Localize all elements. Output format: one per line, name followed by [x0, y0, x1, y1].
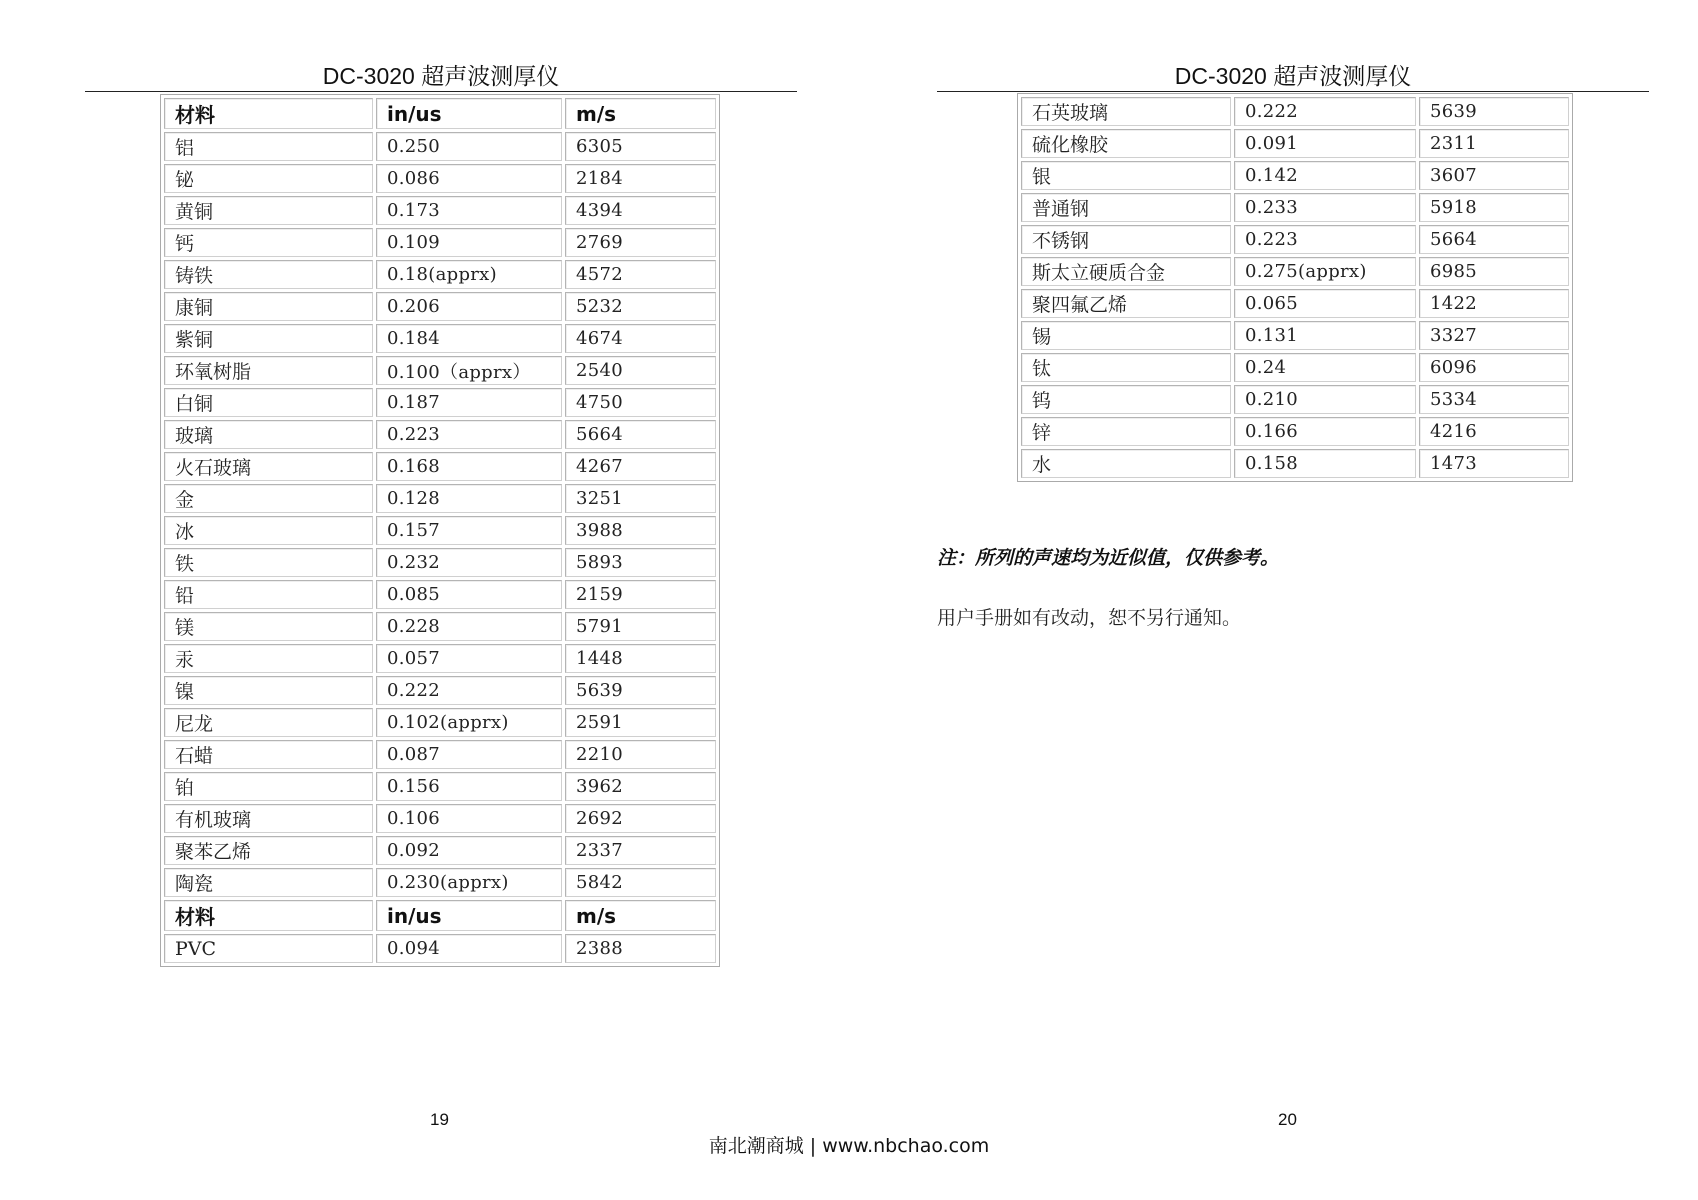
in-per-us-cell: 0.222	[376, 676, 562, 705]
table-row	[164, 612, 716, 641]
m-per-s-cell: 4267	[565, 452, 716, 481]
material-cell: 水	[1021, 449, 1231, 478]
m-per-s-cell: 5893	[565, 548, 716, 577]
column-header: m/s	[565, 98, 716, 129]
material-cell: 环氧树脂	[164, 356, 373, 385]
in-per-us-cell: 0.275(apprx)	[1234, 257, 1416, 286]
table-row	[164, 196, 716, 225]
header-rule	[85, 91, 797, 92]
table-row	[1021, 161, 1569, 190]
in-per-us-cell: 0.091	[1234, 129, 1416, 158]
change-notice: 用户手册如有改动，恕不另行通知。	[937, 607, 1242, 629]
m-per-s-cell: 5639	[565, 676, 716, 705]
m-per-s-cell: 4750	[565, 388, 716, 417]
table-row	[164, 356, 716, 385]
material-cell: 聚苯乙烯	[164, 836, 373, 865]
in-per-us-cell: 0.085	[376, 580, 562, 609]
column-header: m/s	[565, 900, 716, 931]
material-cell: 玻璃	[164, 420, 373, 449]
column-header: 材料	[164, 900, 373, 931]
material-cell: 火石玻璃	[164, 452, 373, 481]
table-row	[1021, 129, 1569, 158]
in-per-us-cell: 0.206	[376, 292, 562, 321]
m-per-s-cell: 3607	[1419, 161, 1569, 190]
material-cell: 铂	[164, 772, 373, 801]
in-per-us-cell: 0.173	[376, 196, 562, 225]
m-per-s-cell: 4216	[1419, 417, 1569, 446]
material-cell: 硫化橡胶	[1021, 129, 1231, 158]
table-row	[1021, 449, 1569, 478]
table-row	[1021, 321, 1569, 350]
material-cell: 紫铜	[164, 324, 373, 353]
table-row	[1021, 353, 1569, 382]
table-row	[164, 228, 716, 257]
table-row	[164, 740, 716, 769]
material-cell: 铋	[164, 164, 373, 193]
in-per-us-cell: 0.184	[376, 324, 562, 353]
material-cell: 斯太立硬质合金	[1021, 257, 1231, 286]
in-per-us-cell: 0.156	[376, 772, 562, 801]
m-per-s-cell: 5791	[565, 612, 716, 641]
table-row	[164, 452, 716, 481]
in-per-us-cell: 0.158	[1234, 449, 1416, 478]
header-rule	[937, 91, 1649, 92]
in-per-us-cell: 0.086	[376, 164, 562, 193]
page-20	[849, 0, 1698, 1200]
m-per-s-cell: 2337	[565, 836, 716, 865]
material-cell: 金	[164, 484, 373, 513]
m-per-s-cell: 5232	[565, 292, 716, 321]
material-cell: 汞	[164, 644, 373, 673]
in-per-us-cell: 0.157	[376, 516, 562, 545]
material-cell: 锡	[1021, 321, 1231, 350]
page-header: DC-3020 超声波测厚仪	[1174, 63, 1412, 89]
sound-velocity-table	[160, 94, 720, 967]
m-per-s-cell: 5639	[1419, 97, 1569, 126]
m-per-s-cell: 1473	[1419, 449, 1569, 478]
velocity-note: 注：所列的声速均为近似值，仅供参考。	[937, 547, 1280, 569]
material-cell: 石蜡	[164, 740, 373, 769]
table-row	[164, 676, 716, 705]
table-row	[164, 934, 716, 963]
material-cell: PVC	[164, 934, 373, 963]
material-cell: 钛	[1021, 353, 1231, 382]
in-per-us-cell: 0.102(apprx)	[376, 708, 562, 737]
in-per-us-cell: 0.131	[1234, 321, 1416, 350]
m-per-s-cell: 3251	[565, 484, 716, 513]
site-footer: 南北潮商城 | www.nbchao.com	[708, 1135, 990, 1157]
m-per-s-cell: 4572	[565, 260, 716, 289]
column-header: in/us	[376, 900, 562, 931]
m-per-s-cell: 1448	[565, 644, 716, 673]
table-row	[164, 804, 716, 833]
in-per-us-cell: 0.222	[1234, 97, 1416, 126]
table-row	[164, 420, 716, 449]
material-cell: 锌	[1021, 417, 1231, 446]
page-number: 19	[430, 1110, 449, 1129]
table-row	[1021, 225, 1569, 254]
page-header: DC-3020 超声波测厚仪	[322, 63, 560, 89]
m-per-s-cell: 2210	[565, 740, 716, 769]
m-per-s-cell: 6305	[565, 132, 716, 161]
m-per-s-cell: 2184	[565, 164, 716, 193]
table-row	[164, 164, 716, 193]
material-cell: 尼龙	[164, 708, 373, 737]
in-per-us-cell: 0.24	[1234, 353, 1416, 382]
in-per-us-cell: 0.166	[1234, 417, 1416, 446]
in-per-us-cell: 0.223	[376, 420, 562, 449]
material-cell: 冰	[164, 516, 373, 545]
table-row	[1021, 193, 1569, 222]
m-per-s-cell: 4394	[565, 196, 716, 225]
table-row	[164, 516, 716, 545]
column-header: in/us	[376, 98, 562, 129]
in-per-us-cell: 0.232	[376, 548, 562, 577]
material-cell: 钨	[1021, 385, 1231, 414]
in-per-us-cell: 0.233	[1234, 193, 1416, 222]
m-per-s-cell: 5918	[1419, 193, 1569, 222]
in-per-us-cell: 0.094	[376, 934, 562, 963]
material-cell: 铁	[164, 548, 373, 577]
material-cell: 镁	[164, 612, 373, 641]
in-per-us-cell: 0.057	[376, 644, 562, 673]
in-per-us-cell: 0.228	[376, 612, 562, 641]
m-per-s-cell: 2311	[1419, 129, 1569, 158]
m-per-s-cell: 2692	[565, 804, 716, 833]
in-per-us-cell: 0.250	[376, 132, 562, 161]
in-per-us-cell: 0.230(apprx)	[376, 868, 562, 897]
table-row	[1021, 385, 1569, 414]
in-per-us-cell: 0.128	[376, 484, 562, 513]
table-header-row	[164, 98, 716, 129]
table-row	[164, 324, 716, 353]
m-per-s-cell: 3962	[565, 772, 716, 801]
material-cell: 钙	[164, 228, 373, 257]
m-per-s-cell: 5664	[1419, 225, 1569, 254]
table-row	[164, 580, 716, 609]
in-per-us-cell: 0.065	[1234, 289, 1416, 318]
m-per-s-cell: 3988	[565, 516, 716, 545]
material-cell: 康铜	[164, 292, 373, 321]
table-row	[164, 772, 716, 801]
m-per-s-cell: 2769	[565, 228, 716, 257]
material-cell: 陶瓷	[164, 868, 373, 897]
m-per-s-cell: 6096	[1419, 353, 1569, 382]
material-cell: 聚四氟乙烯	[1021, 289, 1231, 318]
table-header-row	[164, 900, 716, 931]
in-per-us-cell: 0.223	[1234, 225, 1416, 254]
m-per-s-cell: 3327	[1419, 321, 1569, 350]
in-per-us-cell: 0.187	[376, 388, 562, 417]
material-cell: 镍	[164, 676, 373, 705]
table-row	[1021, 97, 1569, 126]
material-cell: 石英玻璃	[1021, 97, 1231, 126]
table-row	[164, 388, 716, 417]
m-per-s-cell: 2591	[565, 708, 716, 737]
m-per-s-cell: 1422	[1419, 289, 1569, 318]
material-cell: 铝	[164, 132, 373, 161]
material-cell: 不锈钢	[1021, 225, 1231, 254]
in-per-us-cell: 0.210	[1234, 385, 1416, 414]
m-per-s-cell: 2540	[565, 356, 716, 385]
material-cell: 有机玻璃	[164, 804, 373, 833]
m-per-s-cell: 4674	[565, 324, 716, 353]
material-cell: 银	[1021, 161, 1231, 190]
m-per-s-cell: 5842	[565, 868, 716, 897]
m-per-s-cell: 5334	[1419, 385, 1569, 414]
material-cell: 普通钢	[1021, 193, 1231, 222]
material-cell: 铅	[164, 580, 373, 609]
material-cell: 白铜	[164, 388, 373, 417]
column-header: 材料	[164, 98, 373, 129]
table-row	[1021, 289, 1569, 318]
material-cell: 黄铜	[164, 196, 373, 225]
in-per-us-cell: 0.100（apprx）	[376, 356, 562, 385]
m-per-s-cell: 2388	[565, 934, 716, 963]
in-per-us-cell: 0.168	[376, 452, 562, 481]
in-per-us-cell: 0.18(apprx)	[376, 260, 562, 289]
table-row	[164, 548, 716, 577]
material-cell: 铸铁	[164, 260, 373, 289]
table-row	[1021, 257, 1569, 286]
in-per-us-cell: 0.109	[376, 228, 562, 257]
table-row	[164, 484, 716, 513]
table-row	[164, 836, 716, 865]
in-per-us-cell: 0.087	[376, 740, 562, 769]
table-row	[164, 708, 716, 737]
table-row	[164, 868, 716, 897]
m-per-s-cell: 6985	[1419, 257, 1569, 286]
table-row	[1021, 417, 1569, 446]
table-row	[164, 132, 716, 161]
page-number: 20	[1278, 1110, 1297, 1129]
table-row	[164, 292, 716, 321]
table-row	[164, 260, 716, 289]
sound-velocity-table-continued	[1017, 93, 1573, 482]
m-per-s-cell: 2159	[565, 580, 716, 609]
in-per-us-cell: 0.092	[376, 836, 562, 865]
in-per-us-cell: 0.106	[376, 804, 562, 833]
in-per-us-cell: 0.142	[1234, 161, 1416, 190]
table-row	[164, 644, 716, 673]
m-per-s-cell: 5664	[565, 420, 716, 449]
